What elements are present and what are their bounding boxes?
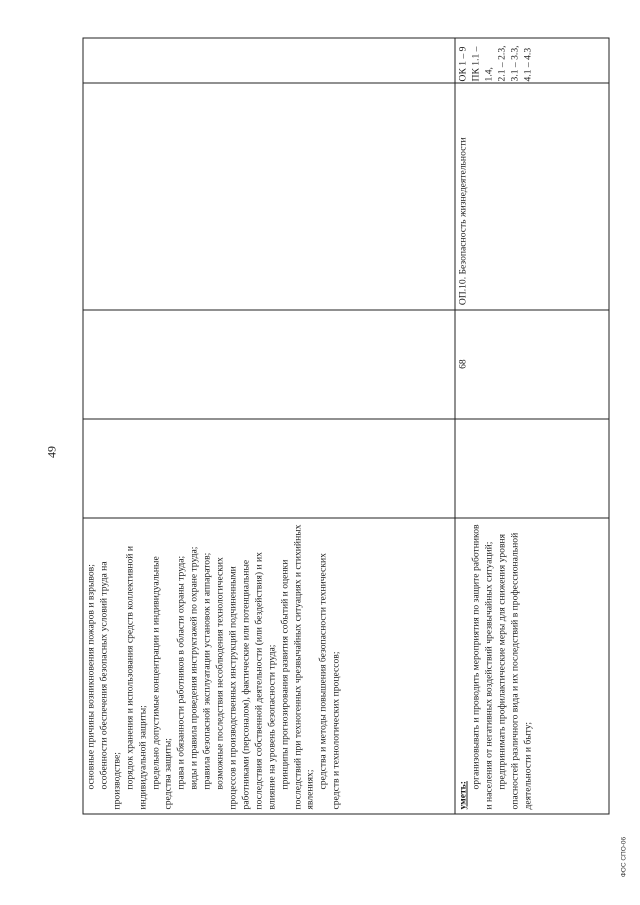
page-number: 49: [44, 446, 59, 458]
list-item: особенности обеспечения безопасных условий труда на производстве;: [98, 561, 123, 810]
list-item: предпринимать профилактические меры для снижения уровня опасностей различного вида и их последствий в профессиональной деятельности и быту;: [496, 532, 534, 810]
list-item: правила безопасной эксплуатации установок и аппаратов;: [201, 552, 213, 790]
discipline-cell: [84, 82, 455, 309]
list-item: основные причины возникновения пожаров и взрывов;: [85, 564, 97, 790]
discipline-cell: ОП.10. Безопасность жизнедеятельности: [456, 82, 609, 309]
competency-table: [83, 38, 610, 815]
list-item: принципы прогнозирования развития событий и оценки последствий при техногенных чрезвычайных ситуациях и стихийных явлениях;: [279, 524, 316, 810]
competency-code: 4.1 – 4.3: [522, 47, 534, 82]
table-row: [456, 38, 610, 814]
footer-code: ФОС СПО-06: [620, 836, 628, 878]
list-item: права и обязанности работников в области охраны труда;: [175, 555, 187, 790]
empty-cell: [456, 418, 609, 518]
competency-code: 3.1 – 3.3,: [509, 45, 521, 82]
list-item: организовывать и проводить мероприятия по защите работников и населения от негативных воздействий чрезвычайных ситуаций;: [470, 524, 495, 810]
competency-code: ОК 1 – 9: [457, 46, 469, 82]
list-item: возможные последствия несоблюдения технологических процессов и производственных инструкций подчиненными работниками (персоналом), фактические или потенциальные последствия собственной деятельности (или бездействия) и их влияние на уровень безопасности труда;: [214, 552, 278, 810]
list-item: средства и методы повышения безопасности технических средств и технологических процессов;: [317, 553, 342, 810]
list-item: предельно допустимые концентрации и индивидуальные средства защиты;: [150, 556, 174, 810]
competency-code: 2.1 – 2.3,: [496, 45, 508, 82]
table-row: [84, 38, 456, 814]
skills-cell: [456, 518, 609, 814]
list-item: порядок хранения и использования средств коллективной и индивидуальной защиты;: [124, 546, 149, 810]
list-item: виды и правила проведения инструктажей по охране труда;: [188, 546, 200, 790]
competency-code: ПК 1.1 – 1.4,: [470, 46, 495, 82]
hours-cell: 68: [456, 309, 609, 418]
competencies-cell: [84, 38, 455, 83]
skills-heading: уметь:: [457, 781, 469, 810]
empty-cell: [84, 418, 455, 518]
hours-cell: [84, 309, 455, 418]
competencies-cell: [456, 38, 609, 83]
knowledge-cell: [84, 518, 455, 814]
